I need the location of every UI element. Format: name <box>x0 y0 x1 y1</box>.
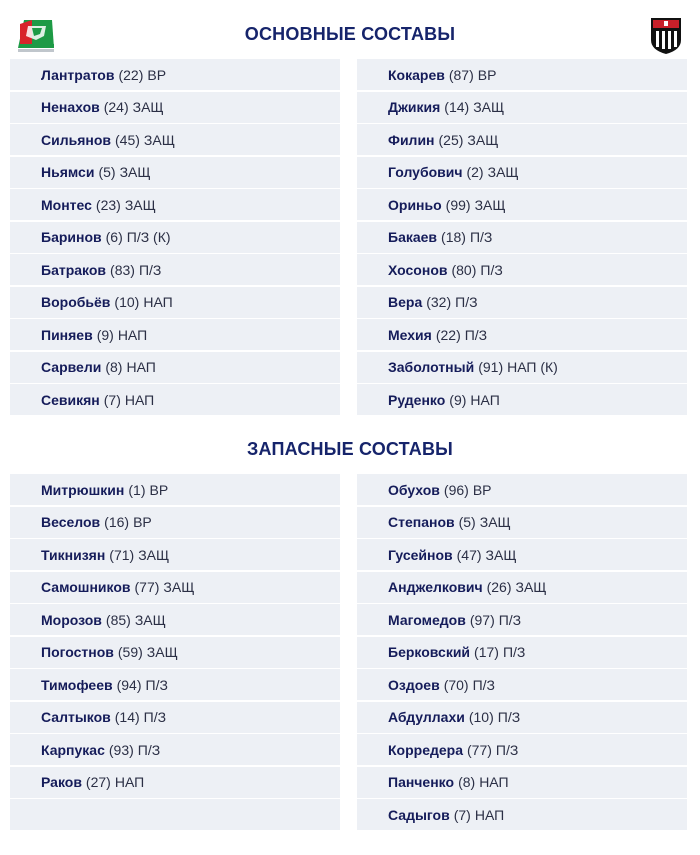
player-row <box>357 767 687 798</box>
player-row <box>10 124 340 155</box>
player-name: Тимофеев <box>41 676 113 693</box>
player-row <box>357 799 687 830</box>
player-row <box>357 702 687 733</box>
player-position: П/З <box>464 326 488 343</box>
player-name: Вера <box>388 294 423 310</box>
player-name: Заболотный <box>388 359 475 375</box>
player-position: П/З <box>143 709 167 725</box>
player-number: (96) <box>443 481 469 498</box>
player-position: П/З <box>469 229 493 245</box>
player-row <box>10 734 340 765</box>
player-position: ЗАЩ <box>146 644 178 660</box>
player-position: ЗАЩ <box>138 546 170 563</box>
main-away-list <box>357 59 687 417</box>
player-position: ЗАЩ <box>487 164 519 180</box>
player-row <box>10 767 340 798</box>
player-name: Панченко <box>388 774 455 790</box>
player-number: (9) <box>449 391 467 408</box>
player-position: ЗАЩ <box>163 579 195 595</box>
main-home-list <box>10 59 340 417</box>
player-row <box>357 352 687 383</box>
player-position: П/З <box>498 611 522 628</box>
player-number: (24) <box>103 99 129 115</box>
player-position: ЗАЩ <box>124 196 156 213</box>
player-number: (47) <box>456 546 482 563</box>
player-row <box>10 157 340 188</box>
player-position: НАП <box>479 774 509 790</box>
player-number: (5) <box>98 164 116 180</box>
player-row <box>357 669 687 700</box>
player-row <box>357 254 687 285</box>
player-row <box>10 222 340 253</box>
player-position: ЗАЩ <box>515 579 547 595</box>
player-name: Салтыков <box>41 709 111 725</box>
player-row <box>357 287 687 318</box>
player-position: ЗАЩ <box>119 164 151 180</box>
player-row <box>10 572 340 603</box>
player-number: (2) <box>466 164 484 180</box>
player-position: П/З <box>137 741 161 758</box>
player-position: П/З <box>497 709 521 725</box>
player-row <box>357 507 687 538</box>
player-row <box>10 799 340 830</box>
player-position: ВР <box>133 514 152 530</box>
player-position: ВР <box>472 481 492 498</box>
player-name: Морозов <box>41 611 102 628</box>
player-row <box>10 287 340 318</box>
player-number: (6) <box>105 229 123 245</box>
player-position: П/З <box>145 676 168 693</box>
player-row <box>357 59 687 90</box>
player-name: Анджелкович <box>388 579 483 595</box>
player-row <box>357 572 687 603</box>
player-row <box>357 92 687 123</box>
player-row <box>10 92 340 123</box>
player-row <box>10 539 340 570</box>
player-name: Пиняев <box>41 326 93 343</box>
player-number: (87) <box>448 66 474 83</box>
player-name: Баринов <box>41 229 102 245</box>
player-position: ЗАЩ <box>485 546 517 563</box>
player-position: П/З (К) <box>126 229 171 245</box>
player-name: Погостнов <box>41 644 114 660</box>
player-row <box>357 734 687 765</box>
player-number: (93) <box>108 741 134 758</box>
player-position: ВР <box>477 66 497 83</box>
player-row <box>357 319 687 350</box>
player-number: (7) <box>453 806 471 823</box>
player-name: Сарвели <box>41 359 102 375</box>
player-position: НАП <box>117 326 148 343</box>
player-position: НАП <box>126 359 156 375</box>
player-number: (27) <box>85 774 111 790</box>
player-number: (70) <box>443 676 469 693</box>
player-name: Голубович <box>388 164 463 180</box>
player-name: Берковский <box>388 644 471 660</box>
player-position: ЗАЩ <box>479 514 511 530</box>
player-name: Хосонов <box>388 261 448 278</box>
player-number: (10) <box>114 294 140 310</box>
player-number: (9) <box>96 326 114 343</box>
player-position: П/З <box>502 644 526 660</box>
player-position: НАП <box>470 391 500 408</box>
player-number: (8) <box>458 774 476 790</box>
player-number: (59) <box>117 644 143 660</box>
player-name: Карпукас <box>41 741 105 758</box>
player-number: (83) <box>110 261 135 278</box>
player-position: П/З <box>472 676 496 693</box>
player-name: Степанов <box>388 514 455 530</box>
player-name: Монтес <box>41 196 92 213</box>
player-row <box>10 59 340 90</box>
player-name: Корредера <box>388 741 463 758</box>
player-row <box>10 604 340 635</box>
player-row <box>357 124 687 155</box>
player-position: ЗАЩ <box>143 131 175 148</box>
player-position: ВР <box>147 66 167 83</box>
player-position: НАП <box>124 391 155 408</box>
subs-lineups-title: ЗАПАСНЫЕ СОСТАВЫ <box>247 439 453 459</box>
player-row <box>357 222 687 253</box>
player-row <box>357 384 687 415</box>
player-number: (22) <box>435 326 461 343</box>
player-position: НАП (К) <box>507 359 558 375</box>
player-name: Абдуллахи <box>388 709 465 725</box>
player-number: (23) <box>95 196 121 213</box>
player-name: Батраков <box>41 261 107 278</box>
player-number: (16) <box>104 514 130 530</box>
player-number: (5) <box>458 514 476 530</box>
player-name: Садыгов <box>388 806 450 823</box>
player-position: П/З <box>495 741 519 758</box>
player-number: (14) <box>114 709 140 725</box>
player-position: П/З <box>480 261 503 278</box>
player-number: (22) <box>118 66 144 83</box>
player-row <box>10 637 340 668</box>
player-number: (18) <box>441 229 466 245</box>
player-number: (25) <box>438 131 464 148</box>
player-row <box>357 474 687 505</box>
player-position: П/З <box>455 294 478 310</box>
player-name: Руденко <box>388 391 446 408</box>
player-name: Оздоев <box>388 676 440 693</box>
player-row <box>357 539 687 570</box>
player-number: (14) <box>444 99 470 115</box>
player-position: ЗАЩ <box>474 196 506 213</box>
player-name: Тикнизян <box>41 546 106 563</box>
player-position: НАП <box>474 806 505 823</box>
player-number: (97) <box>469 611 495 628</box>
player-name: Ненахов <box>41 99 100 115</box>
player-number: (10) <box>468 709 494 725</box>
player-position: НАП <box>114 774 145 790</box>
player-row <box>10 702 340 733</box>
player-position: ЗАЩ <box>134 611 166 628</box>
player-number: (80) <box>451 261 477 278</box>
player-row <box>10 507 340 538</box>
player-name: Ньямси <box>41 164 95 180</box>
player-name: Мехия <box>388 326 432 343</box>
player-row <box>10 189 340 220</box>
player-row <box>10 669 340 700</box>
player-number: (77) <box>467 741 492 758</box>
player-name: Лантратов <box>41 66 115 83</box>
player-position: ЗАЩ <box>132 99 164 115</box>
player-name: Бакаев <box>388 229 438 245</box>
player-number: (8) <box>105 359 123 375</box>
player-number: (26) <box>486 579 512 595</box>
player-name: Веселов <box>41 514 101 530</box>
player-number: (99) <box>445 196 471 213</box>
player-position: ВР <box>149 481 169 498</box>
player-row <box>357 637 687 668</box>
player-number: (32) <box>426 294 452 310</box>
subs-away-list <box>357 474 687 832</box>
player-row <box>10 474 340 505</box>
player-number: (91) <box>478 359 504 375</box>
player-number: (45) <box>115 131 140 148</box>
player-number: (71) <box>109 546 135 563</box>
player-number: (7) <box>103 391 121 408</box>
player-name: Сильянов <box>41 131 111 148</box>
player-row <box>10 319 340 350</box>
player-name: Ориньо <box>388 196 442 213</box>
player-number: (1) <box>128 481 146 498</box>
player-number: (77) <box>134 579 160 595</box>
player-row <box>357 157 687 188</box>
player-number: (17) <box>474 644 499 660</box>
player-name: Раков <box>41 774 82 790</box>
subs-home-list <box>10 474 340 832</box>
player-row <box>10 384 340 415</box>
player-row <box>10 254 340 285</box>
player-position: ЗАЩ <box>467 131 499 148</box>
player-name: Магомедов <box>388 611 466 628</box>
player-row <box>357 189 687 220</box>
player-name: Обухов <box>388 481 440 498</box>
player-name: Воробьёв <box>41 294 111 310</box>
player-row <box>357 604 687 635</box>
player-position: П/З <box>138 261 162 278</box>
player-name: Филин <box>388 131 435 148</box>
player-name: Гусейнов <box>388 546 453 563</box>
player-row <box>10 352 340 383</box>
player-name: Кокарев <box>388 66 445 83</box>
player-number: (85) <box>105 611 131 628</box>
player-name: Митрюшкин <box>41 481 125 498</box>
player-position: ЗАЩ <box>473 99 505 115</box>
player-number: (94) <box>116 676 142 693</box>
main-lineups-title: ОСНОВНЫЕ СОСТАВЫ <box>244 24 456 44</box>
player-name: Севикян <box>41 391 100 408</box>
player-name: Самошников <box>41 579 131 595</box>
player-name: Джикия <box>388 99 441 115</box>
player-position: НАП <box>143 294 173 310</box>
